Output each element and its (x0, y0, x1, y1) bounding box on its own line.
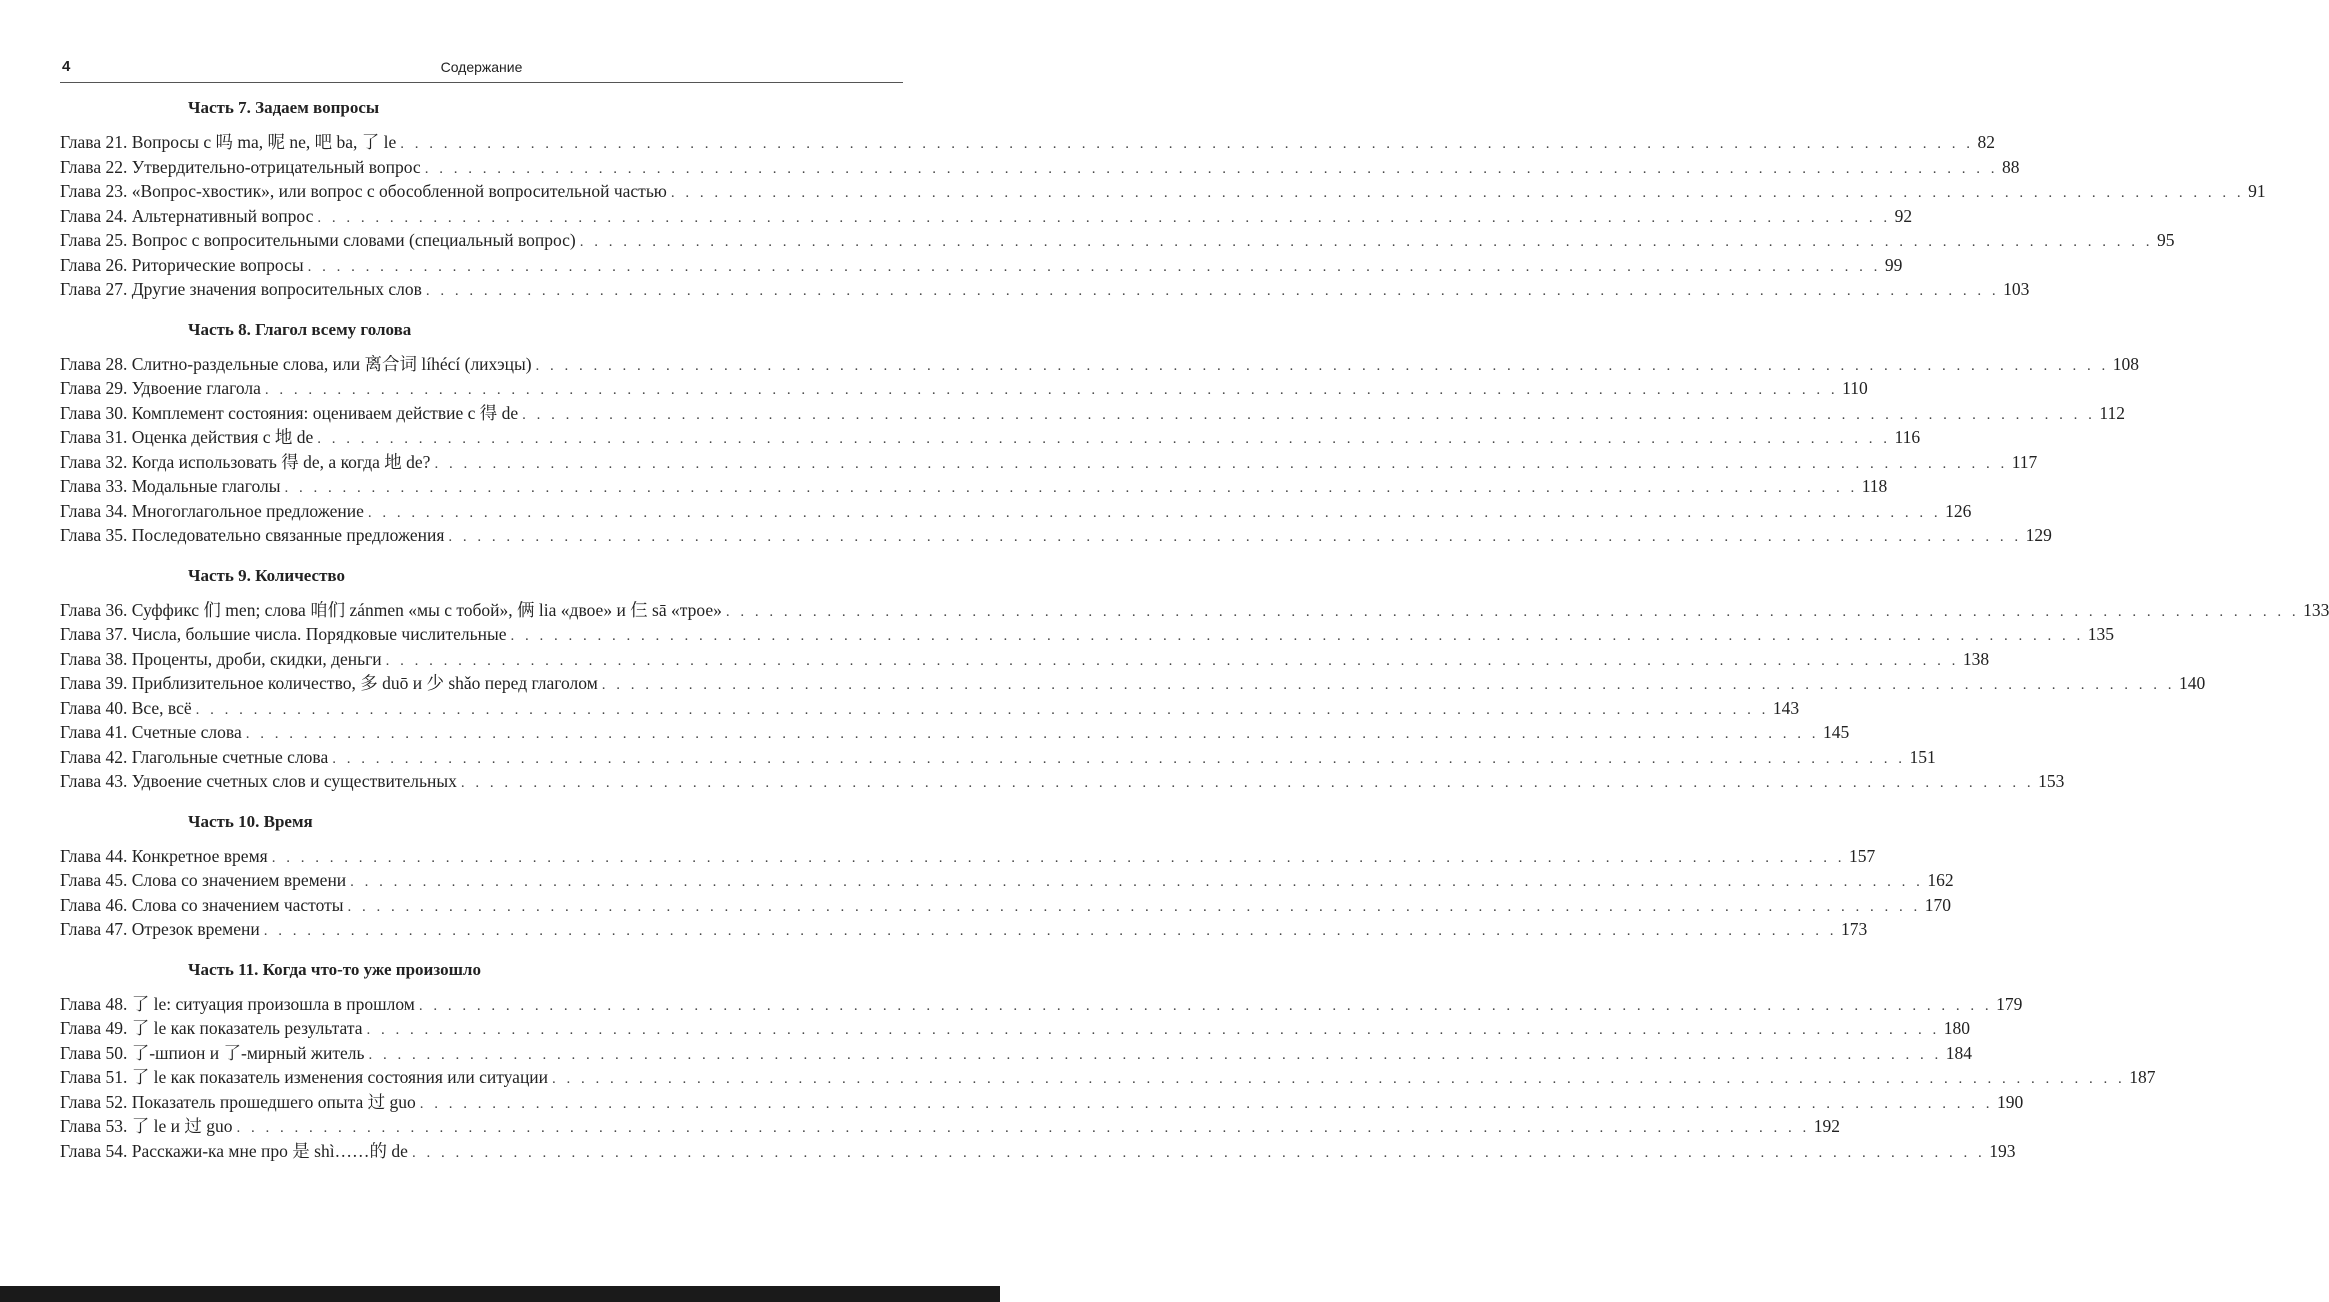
page-ref: 129 (2025, 525, 2052, 545)
dot-leader (671, 181, 2244, 206)
toc-entry[interactable] (60, 376, 1868, 401)
dot-leader (332, 747, 1905, 772)
chapter-number: Глава 40. (60, 697, 128, 718)
toc-entry[interactable] (60, 844, 1876, 869)
toc-entry[interactable] (60, 253, 1903, 278)
dot-leader (426, 279, 1999, 304)
chapter-number: Глава 48. (60, 993, 128, 1014)
dot-leader (246, 722, 1819, 747)
dot-leader (368, 1043, 1941, 1068)
page-ref: 118 (1861, 476, 1888, 496)
chapter-number: Глава 47. (60, 919, 128, 939)
chapter-title: Показатель прошедшего опыта 过 guo (131, 1091, 416, 1112)
chapter-number: Глава 35. (60, 525, 128, 545)
dot-leader (265, 378, 1838, 403)
page-ref: 180 (1943, 1018, 1970, 1038)
chapter-title: Когда использовать 得 de, а когда 地 de? (131, 451, 431, 472)
page-ref: 103 (2003, 279, 2030, 299)
dot-leader (236, 1116, 1809, 1141)
toc-entry[interactable] (60, 622, 2114, 647)
toc-entry[interactable] (60, 204, 1913, 229)
chapter-title: Комплемент состояния: оцениваем действие с 得 de (131, 402, 519, 423)
part-heading: Часть 8. Глагол всему голова (188, 319, 412, 339)
dot-leader (726, 600, 2299, 625)
chapter-title: Конкретное время (131, 845, 268, 866)
dot-leader (196, 698, 1769, 723)
chapter-number: Глава 31. (60, 427, 128, 447)
chapter-title: Альтернативный вопрос (131, 205, 314, 226)
chapter-number: Глава 38. (60, 648, 128, 669)
table-of-contents (60, 96, 2329, 1179)
page-ref: 138 (1962, 648, 1990, 669)
page-ref: 88 (2001, 156, 2020, 177)
chapter-title: Глагольные счетные слова (131, 746, 329, 767)
toc-entry[interactable] (60, 1139, 2016, 1164)
toc-entry[interactable] (60, 1090, 2024, 1115)
page-ref: 135 (2087, 624, 2114, 644)
page-ref: 153 (2038, 771, 2065, 791)
chapter-title: Отрезок времени (131, 919, 260, 939)
toc-entry[interactable] (60, 1016, 1970, 1041)
toc-entry[interactable] (60, 745, 1936, 770)
chapter-title: 了 le: ситуация произошла в прошлом (131, 993, 415, 1014)
chapter-number: Глава 24. (60, 205, 128, 226)
part-heading: Часть 7. Задаем вопросы (188, 98, 380, 117)
dot-leader (434, 452, 2007, 477)
page-ref: 112 (2099, 402, 2125, 423)
dot-leader (284, 476, 1857, 501)
dot-leader (308, 255, 1881, 280)
chapter-title: 了 le и 过 guo (131, 1116, 233, 1136)
chapter-number: Глава 39. (60, 673, 128, 693)
chapter-title: «Вопрос-хвостик», или вопрос с обособленной вопросительной частью (131, 181, 667, 201)
page-ref: 170 (1924, 894, 1951, 915)
toc-entry[interactable] (60, 228, 2175, 253)
toc-entry[interactable] (60, 769, 2065, 794)
chapter-title: Проценты, дроби, скидки, деньги (131, 648, 382, 669)
toc-entry[interactable] (60, 696, 1800, 721)
chapter-title: Удвоение глагола (131, 378, 261, 398)
page-ref: 193 (1989, 1140, 2016, 1161)
page-ref: 187 (2129, 1067, 2156, 1087)
dot-leader (368, 501, 1941, 526)
toc-entry[interactable] (60, 130, 1996, 155)
chapter-number: Глава 52. (60, 1091, 128, 1112)
page-ref: 184 (1945, 1042, 1972, 1063)
toc-entry[interactable] (60, 598, 2329, 623)
chapter-title: Удвоение счетных слов и существительных (131, 771, 457, 791)
toc-entry[interactable] (60, 523, 2052, 548)
page-ref: 173 (1841, 919, 1868, 939)
chapter-title: 了 le как показатель результата (131, 1018, 363, 1038)
chapter-title: Все, всё (131, 697, 192, 718)
toc-entry[interactable] (60, 671, 2206, 696)
chapter-number: Глава 54. (60, 1140, 128, 1161)
chapter-title: Другие значения вопросительных слов (131, 279, 422, 299)
chapter-title: Многоглагольное предложение (131, 500, 364, 521)
dot-leader (400, 132, 1973, 157)
scan-edge (0, 1286, 1000, 1302)
chapter-list (60, 844, 1954, 942)
dot-leader (366, 1018, 1939, 1043)
page-ref: 190 (1997, 1091, 2024, 1112)
chapter-number: Глава 26. (60, 254, 128, 275)
toc-entry[interactable] (60, 917, 1868, 942)
chapter-list (60, 992, 2156, 1164)
page-ref: 151 (1909, 746, 1936, 767)
chapter-number: Глава 49. (60, 1018, 128, 1038)
dot-leader (580, 230, 2153, 255)
part-heading: Часть 9. Количество (188, 565, 346, 585)
chapter-number: Глава 25. (60, 230, 128, 250)
chapter-number: Глава 53. (60, 1116, 128, 1136)
toc-entry[interactable] (60, 450, 2038, 475)
dot-leader (552, 1067, 2125, 1092)
dot-leader (272, 846, 1845, 871)
chapter-number: Глава 30. (60, 402, 128, 423)
chapter-list (60, 352, 2140, 548)
toc-entry[interactable] (60, 1041, 1972, 1066)
page-ref: 162 (1927, 870, 1954, 890)
dot-leader (461, 771, 2034, 796)
chapter-number: Глава 44. (60, 845, 128, 866)
dot-leader (264, 919, 1837, 944)
dot-leader (536, 354, 2109, 379)
toc-entry[interactable] (60, 893, 1951, 918)
dot-leader (317, 206, 1890, 231)
page-ref: 108 (2112, 353, 2140, 374)
page-number: 4 (62, 58, 71, 75)
chapter-title: Слитно-раздельные слова, или 离合词 líhécí (лихэцы) (131, 353, 532, 374)
page-ref: 91 (2248, 181, 2266, 201)
page-ref: 110 (1842, 378, 1868, 398)
dot-leader (348, 895, 1921, 920)
toc-entry[interactable] (60, 179, 2266, 204)
dot-leader (522, 403, 2095, 428)
chapter-number: Глава 50. (60, 1042, 128, 1063)
page-ref: 192 (1813, 1116, 1840, 1136)
page-ref: 145 (1822, 722, 1850, 742)
page-ref: 140 (2179, 673, 2206, 693)
chapter-number: Глава 36. (60, 599, 128, 620)
chapter-title: Оценка действия с 地 de (131, 427, 314, 447)
dot-leader (419, 994, 1992, 1019)
chapter-number: Глава 43. (60, 771, 128, 791)
chapter-title: Расскажи-ка мне про 是 shì……的 de (131, 1140, 408, 1161)
toc-entry[interactable] (60, 499, 1972, 524)
chapter-number: Глава 41. (60, 722, 128, 742)
chapter-title: Вопрос с вопросительными словами (специальный вопрос) (131, 230, 576, 250)
page-ref: 95 (2157, 230, 2175, 250)
chapter-number: Глава 27. (60, 279, 128, 299)
page-ref: 116 (1894, 427, 1921, 447)
toc-entry[interactable] (60, 647, 1990, 672)
toc-entry[interactable] (60, 277, 2030, 302)
toc-entry[interactable] (60, 1065, 2156, 1090)
chapter-number: Глава 46. (60, 894, 128, 915)
toc-entry[interactable] (60, 352, 2140, 377)
dot-leader (317, 427, 1890, 452)
part-heading: Часть 11. Когда что-то уже произошло (188, 959, 481, 979)
toc-entry[interactable] (60, 425, 1921, 450)
chapter-list (60, 130, 2266, 302)
chapter-number: Глава 34. (60, 500, 128, 521)
dot-leader (420, 1092, 1993, 1117)
page-ref: 143 (1772, 697, 1800, 718)
dot-leader (448, 525, 2021, 550)
part-heading: Часть 10. Время (188, 811, 313, 831)
chapter-title: Модальные глаголы (131, 476, 281, 496)
chapter-number: Глава 28. (60, 353, 128, 374)
chapter-number: Глава 32. (60, 451, 128, 472)
toc-entry[interactable] (60, 868, 1954, 893)
chapter-number: Глава 29. (60, 378, 128, 398)
chapter-number: Глава 23. (60, 181, 128, 201)
running-title: Содержание (440, 59, 523, 75)
dot-leader (510, 624, 2083, 649)
chapter-title: Риторические вопросы (131, 254, 304, 275)
chapter-number: Глава 51. (60, 1067, 128, 1087)
chapter-number: Глава 42. (60, 746, 128, 767)
dot-leader (425, 157, 1998, 182)
chapter-title: Приблизительное количество, 多 duō и 少 shǎo перед глаголом (131, 673, 598, 693)
page-ref: 157 (1848, 845, 1876, 866)
chapter-list (60, 598, 2329, 794)
chapter-title: Суффикс 们 men; слова 咱们 zánmen «мы с тобой», 俩 lia «двое» и 仨 sā «трое» (131, 599, 722, 620)
toc-entry[interactable] (60, 1114, 1840, 1139)
page-ref: 117 (2011, 451, 2038, 472)
page-ref: 179 (1996, 993, 2023, 1014)
toc-entry[interactable] (60, 992, 2023, 1017)
dot-leader (386, 649, 1959, 674)
chapter-number: Глава 21. (60, 132, 128, 152)
chapter-title: 了 le как показатель изменения состояния или ситуации (131, 1067, 549, 1087)
chapter-title: Слова со значением частоты (131, 894, 344, 915)
toc-entry[interactable] (60, 720, 1850, 745)
dot-leader (350, 870, 1923, 895)
dot-leader (412, 1141, 1985, 1166)
dot-leader (602, 673, 2175, 698)
chapter-title: Последовательно связанные предложения (131, 525, 445, 545)
page-ref: 92 (1894, 205, 1913, 226)
page-ref: 133 (2303, 599, 2329, 620)
chapter-title: Числа, большие числа. Порядковые числительные (131, 624, 507, 644)
toc-entry[interactable] (60, 401, 2125, 426)
chapter-number: Глава 22. (60, 156, 128, 177)
chapter-title: Слова со значением времени (131, 870, 347, 890)
chapter-title: 了-шпион и 了-мирный житель (131, 1042, 365, 1063)
chapter-number: Глава 33. (60, 476, 128, 496)
chapter-title: Счетные слова (131, 722, 242, 742)
chapter-title: Утвердительно-отрицательный вопрос (131, 156, 421, 177)
page-ref: 82 (1977, 132, 1996, 152)
page-ref: 99 (1884, 254, 1903, 275)
toc-entry[interactable] (60, 474, 1888, 499)
chapter-number: Глава 37. (60, 624, 128, 644)
toc-entry[interactable] (60, 155, 2020, 180)
running-header (60, 56, 903, 83)
page-ref: 126 (1945, 500, 1972, 521)
chapter-title: Вопросы с 吗 ma, 呢 ne, 吧 ba, 了 le (131, 132, 397, 152)
chapter-number: Глава 45. (60, 870, 128, 890)
